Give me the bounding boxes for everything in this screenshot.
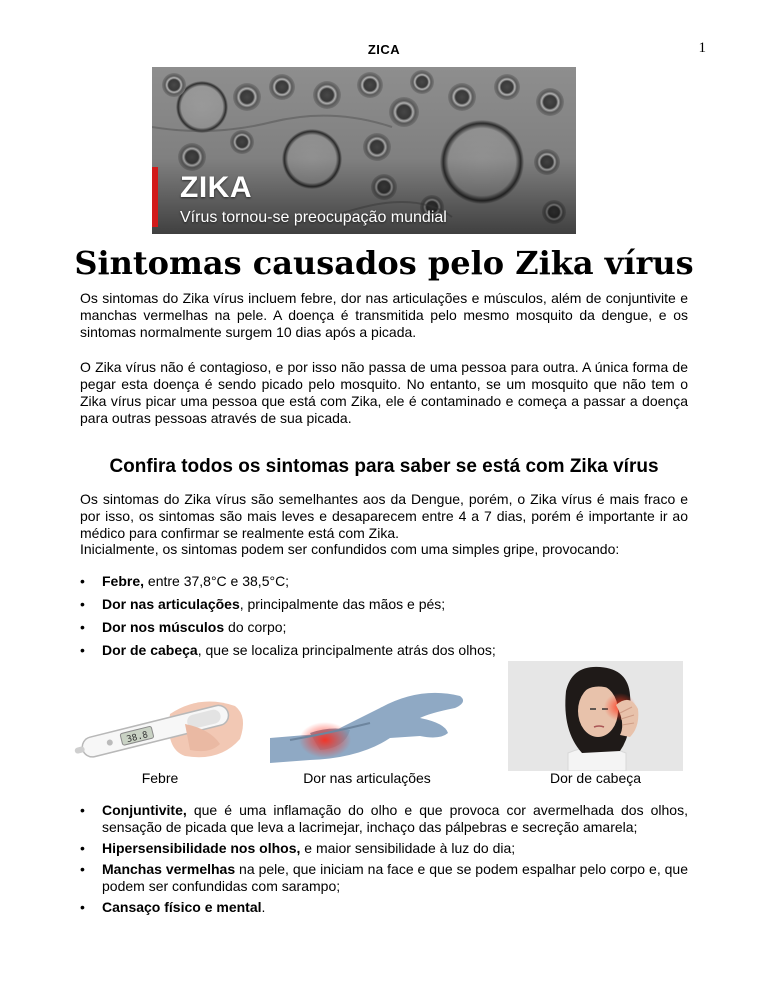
joint-pain-photo xyxy=(270,678,470,763)
running-header: ZICA xyxy=(367,42,401,57)
symptom-detail: , que se localiza principalmente atrás dos olhos; xyxy=(197,642,496,658)
list-item xyxy=(80,840,688,857)
initial-symptoms-list xyxy=(80,573,688,665)
thermometer-reading: 38.8 xyxy=(125,730,150,746)
symptom-name: Dor de cabeça xyxy=(102,642,198,658)
thermometer-icon xyxy=(70,684,250,764)
wrist-icon xyxy=(270,678,470,763)
intro-paragraph: Os sintomas do Zika vírus incluem febre, dor nas articulações e músculos, além de conjuntivite e manchas vermelhas na pele. A doença é transmitida pelo mesmo mosquito da dengue, e os sintomas normalmente surgem 10 dias após a picada. xyxy=(80,290,688,340)
caption-joint-pain: Dor nas articulações xyxy=(303,770,431,786)
symptom-name: Febre, xyxy=(102,573,145,589)
banner-title: ZIKA xyxy=(180,171,252,204)
list-item xyxy=(80,802,688,836)
symptom-detail: , principalmente das mãos e pés; xyxy=(239,596,446,612)
list-item xyxy=(80,619,688,636)
list-item xyxy=(80,861,688,895)
symptom-detail: entre 37,8°C e 38,5°C; xyxy=(144,573,290,589)
fever-photo xyxy=(70,684,250,764)
symptom-name: Cansaço físico e mental xyxy=(102,899,262,915)
banner-subtitle: Vírus tornou-se preocupação mundial xyxy=(180,209,447,226)
banner-accent-bar xyxy=(152,167,158,227)
section-heading: Confira todos os sintomas para saber se está com Zika vírus xyxy=(109,456,659,477)
symptom-detail: que é uma inflamação do olho e que provoca cor avermelhada dos olhos, sensação de picada que leva a lacrimejar, inchaço das pálpebras e secreção amarela; xyxy=(102,802,688,835)
initial-symptoms-intro: Inicialmente, os sintomas podem ser confundidos com uma simples gripe, provocando: xyxy=(80,541,620,557)
caption-fever: Febre xyxy=(141,770,179,786)
list-item xyxy=(80,642,688,659)
list-item xyxy=(80,899,688,916)
comparison-paragraph: Os sintomas do Zika vírus são semelhantes aos da Dengue, porém, o Zika vírus é mais fraco e por isso, os sintomas são mais leves e desaparecem entre 4 a 7 dias, porém é importante ir ao médico para confirmar se realmente está com Zika. xyxy=(80,491,688,541)
symptom-name: Manchas vermelhas xyxy=(102,861,236,877)
page-number: 1 xyxy=(698,40,706,56)
zika-banner-image xyxy=(152,67,576,234)
symptom-name: Conjuntivite, xyxy=(102,802,187,818)
headache-photo xyxy=(508,661,683,771)
symptom-detail: e maior sensibilidade à luz do dia; xyxy=(300,840,516,856)
symptom-detail: do corpo; xyxy=(224,619,287,635)
additional-symptoms-list xyxy=(80,802,688,920)
symptom-name: Dor nos músculos xyxy=(102,619,225,635)
main-heading: Sintomas causados pelo Zika vírus xyxy=(74,244,694,282)
symptom-name: Hipersensibilidade nos olhos, xyxy=(102,840,301,856)
headache-icon xyxy=(508,661,683,771)
list-item xyxy=(80,596,688,613)
caption-headache: Dor de cabeça xyxy=(549,770,642,786)
symptom-detail: na pele, que iniciam na face e que se podem espalhar pelo corpo e, que podem ser confundidas com sarampo; xyxy=(102,861,688,894)
transmission-paragraph: O Zika vírus não é contagioso, e por isso não passa de uma pessoa para outra. A única forma de pegar esta doença é sendo picado pelo mosquito. No entanto, se um mosquito que não tem o Zika vírus picar uma pessoa que está com Zika, ele é contaminado e começa a passar a doença para outras pessoas através de sua picada. xyxy=(80,359,688,426)
symptom-name: Dor nas articulações xyxy=(102,596,240,612)
list-item xyxy=(80,573,688,590)
symptom-detail: . xyxy=(261,899,266,915)
